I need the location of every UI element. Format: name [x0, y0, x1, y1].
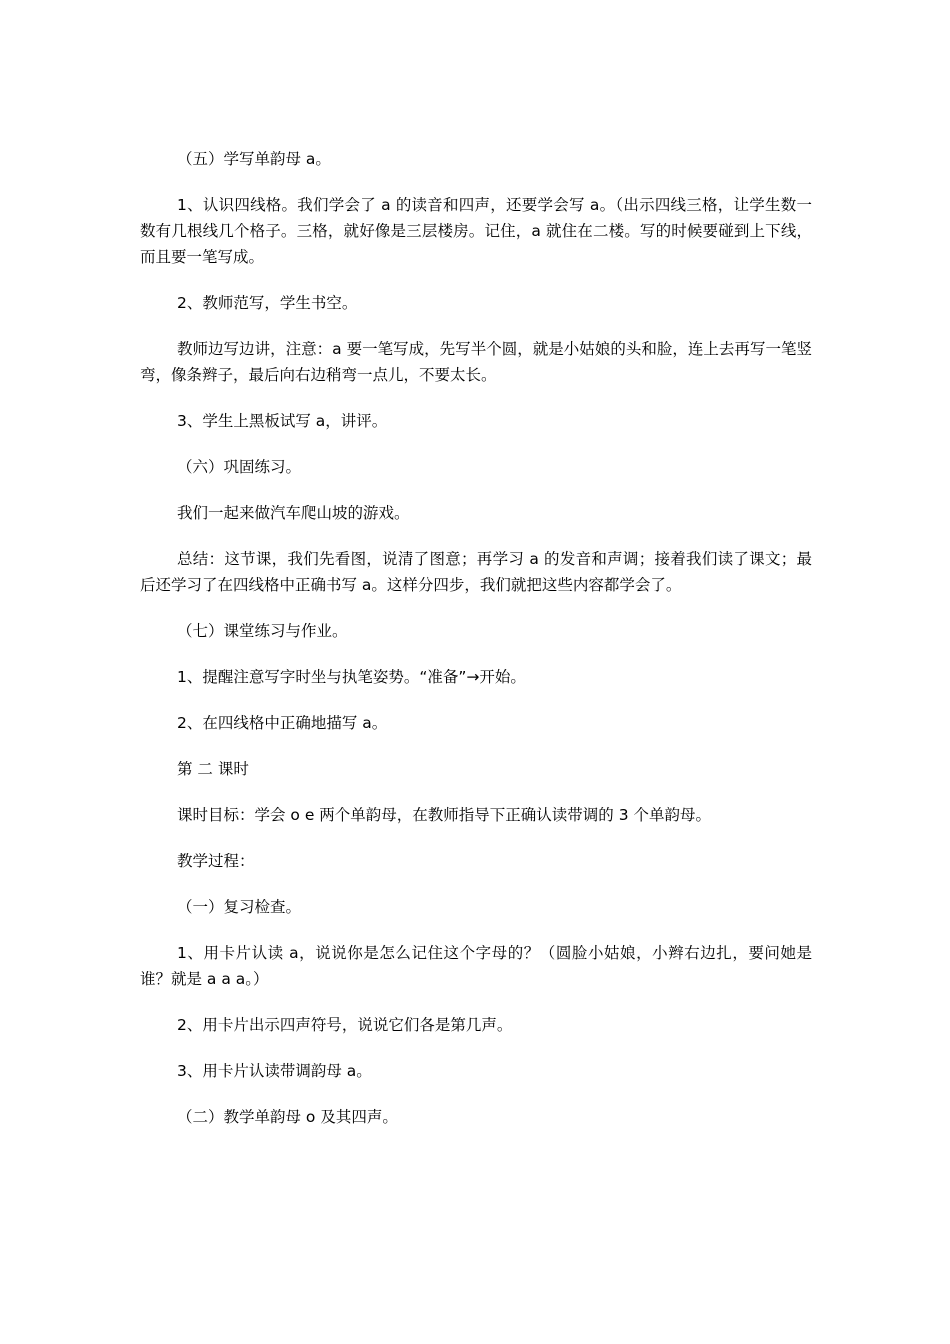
section-heading-review: （一）复习检查。 [177, 898, 302, 916]
paragraph-card-toned-a: 3、用卡片认读带调韵母 a。 [177, 1062, 372, 1080]
paragraph-posture: 1、提醒注意写字时坐与执笔姿势。“准备”→开始。 [177, 668, 526, 686]
paragraph-game: 我们一起来做汽车爬山坡的游戏。 [177, 504, 410, 522]
section-heading-5: （五）学写单韵母 a。 [177, 150, 331, 168]
section-heading-6: （六）巩固练习。 [177, 458, 302, 476]
paragraph-card-a: 1、用卡片认读 a，说说你是怎么记住这个字母的？（圆脸小姑娘，小辫右边扎，要问她是谁？就是 a a a。） [140, 944, 812, 988]
paragraph-card-tones: 2、用卡片出示四声符号，说说它们各是第几声。 [177, 1016, 513, 1034]
paragraph-lesson-goal: 课时目标：学会 o e 两个单韵母，在教师指导下正确认读带调的 3 个单韵母。 [177, 806, 712, 824]
paragraph-summary: 总结：这节课，我们先看图，说清了图意；再学习 a 的发音和声调；接着我们读了课文；最后还学习了在四线格中正确书写 a。这样分四步，我们就把这些内容都学会了。 [140, 550, 812, 594]
paragraph-student-practice: 3、学生上黑板试写 a，讲评。 [177, 412, 388, 430]
paragraph-process-label: 教学过程： [177, 852, 255, 870]
paragraph-four-line-grid: 1、认识四线格。我们学会了 a 的读音和四声，还要学会写 a。（出示四线三格，让学生数一数有几根线几个格子。三格，就好像是三层楼房。记住，a 就住在二楼。写的时候要碰到上下线，而且要一笔写成。 [140, 196, 812, 266]
paragraph-teacher-demo: 2、教师范写，学生书空。 [177, 294, 358, 312]
paragraph-teacher-explain: 教师边写边讲，注意：a 要一笔写成，先写半个圆，就是小姑娘的头和脸，连上去再写一笔竖弯，像条辫子，最后向右边稍弯一点儿，不要太长。 [140, 340, 812, 384]
lesson-heading-2: 第 二 课时 [177, 760, 249, 778]
paragraph-trace-a: 2、在四线格中正确地描写 a。 [177, 714, 388, 732]
section-heading-teach-o: （二）教学单韵母 o 及其四声。 [177, 1108, 398, 1126]
document-body [140, 146, 812, 1150]
section-heading-7: （七）课堂练习与作业。 [177, 622, 348, 640]
